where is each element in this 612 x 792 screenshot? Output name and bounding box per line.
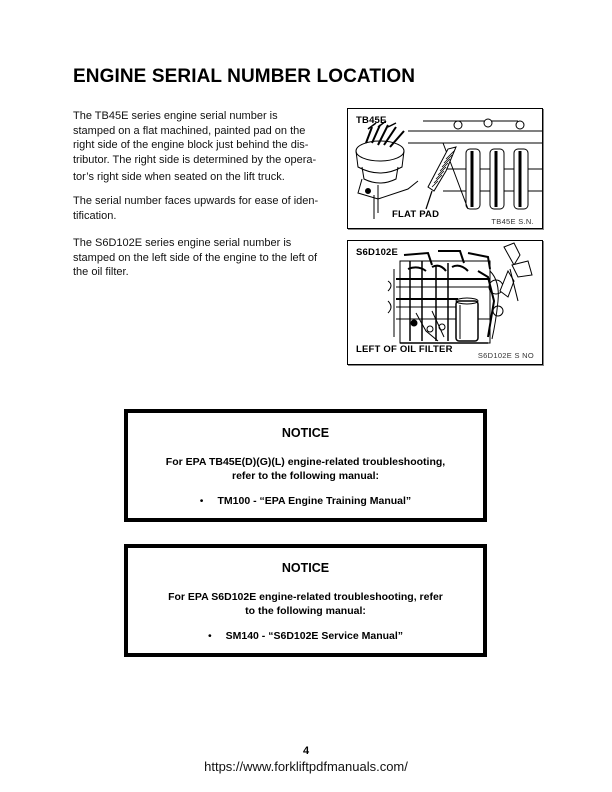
notice-body [128, 456, 483, 483]
figure-model-label: TB45E [356, 115, 387, 126]
bullet-icon: • [199, 495, 204, 507]
text-line: tributor. The right side is determined by the opera- [73, 153, 317, 166]
figure-model-label: S6D102E [356, 247, 399, 258]
notice-body-line: refer to the following manual: [231, 469, 379, 482]
text-line: The serial number faces upwards for ease of iden- [73, 195, 319, 207]
notice-body-line: For EPA TB45E(D)(G)(L) engine-related troubleshooting, [165, 456, 446, 468]
notice-manual-reference [128, 495, 483, 507]
serial-orientation-paragraph [73, 194, 348, 223]
tb45e-engine-illustration [348, 109, 543, 229]
tb45e-engine-figure [347, 108, 543, 229]
text-line: stamped on a flat machined, painted pad on the [73, 124, 306, 137]
footer-url-link[interactable]: https://www.forkliftpdfmanuals.com/ [204, 759, 408, 774]
figure-code: TB45E S.N. [491, 217, 534, 226]
notice-manual-reference [128, 630, 483, 642]
page-number: 4 [302, 745, 310, 757]
notice-title: NOTICE [281, 426, 330, 440]
text-line: tor’s right side when seated on the lift truck. [73, 171, 285, 184]
manual-reference-text: TM100 - “EPA Engine Training Manual” [217, 495, 412, 507]
notice-body [128, 591, 483, 618]
notice-box-tb45e [124, 409, 487, 522]
manual-reference-text: SM140 - “S6D102E Service Manual” [225, 630, 404, 642]
s6d102e-description-paragraph [73, 236, 348, 280]
figure-callout-label: FLAT PAD [392, 209, 440, 220]
bullet-icon: • [207, 630, 212, 642]
tb45e-description-paragraph [73, 109, 348, 185]
text-line: The TB45E series engine serial number is [73, 110, 278, 122]
section-heading: ENGINE SERIAL NUMBER LOCATION [73, 66, 416, 87]
text-line: right side of the engine block just behind the dis- [73, 139, 309, 152]
figure-callout-label: LEFT OF OIL FILTER [356, 344, 453, 355]
notice-body-line: For EPA S6D102E engine-related troubleshooting, refer [168, 591, 443, 603]
s6d102e-engine-figure [347, 240, 543, 365]
text-line: the oil filter. [73, 266, 129, 279]
text-line: stamped on the left side of the engine to the left of [73, 251, 317, 264]
notice-title: NOTICE [281, 561, 330, 575]
text-line: tification. [73, 209, 117, 222]
figure-code: S6D102E S NO [477, 351, 534, 360]
notice-box-s6d102e [124, 544, 487, 657]
notice-body-line: to the following manual: [245, 604, 366, 617]
text-line: The S6D102E series engine serial number is [73, 237, 292, 249]
